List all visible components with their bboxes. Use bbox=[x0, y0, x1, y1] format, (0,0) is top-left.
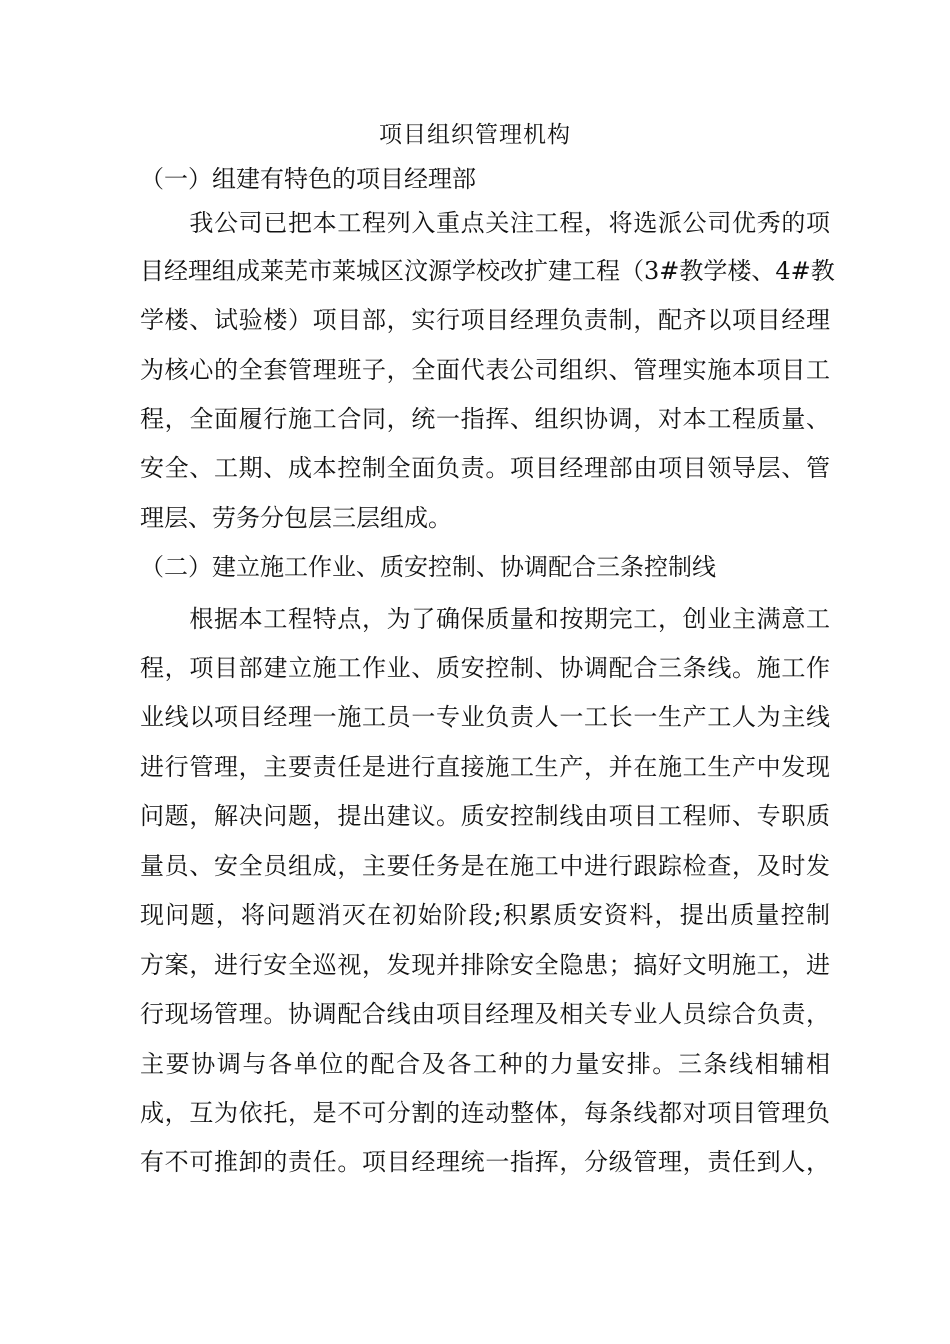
paragraph-line: 为核心的全套管理班子，全面代表公司组织、管理实施本项目工 bbox=[140, 356, 830, 384]
paragraph-line: 安全、工期、成本控制全面负责。项目经理部由项目领导层、管 bbox=[140, 454, 830, 482]
paragraph-line: 根据本工程特点，为了确保质量和按期完工，创业主满意工 bbox=[140, 605, 830, 633]
paragraph-line: 主要协调与各单位的配合及各工种的力量安排。三条线相辅相 bbox=[140, 1050, 830, 1078]
paragraph-line: 程，全面履行施工合同，统一指挥、组织协调，对本工程质量、 bbox=[140, 405, 830, 433]
page-title: 项目组织管理机构 bbox=[379, 122, 571, 148]
paragraph-line: 现问题，将问题消灭在初始阶段;积累质安资料，提出质量控制 bbox=[140, 901, 830, 929]
paragraph-line: 成，互为依托，是不可分割的连动整体，每条线都对项目管理负 bbox=[140, 1099, 830, 1127]
section-heading-1: （一）组建有特色的项目经理部 bbox=[140, 165, 476, 193]
paragraph-line: 目经理组成莱芜市莱城区汶源学校改扩建工程（3#教学楼、4#教 bbox=[140, 257, 835, 285]
paragraph-line: 方案，进行安全巡视，发现并排除安全隐患；搞好文明施工，进 bbox=[140, 951, 830, 979]
paragraph-line: 理层、劳务分包层三层组成。 bbox=[140, 504, 452, 532]
paragraph-line: 问题，解决问题，提出建议。质安控制线由项目工程师、专职质 bbox=[140, 802, 830, 830]
paragraph-line: 学楼、试验楼）项目部，实行项目经理负责制，配齐以项目经理 bbox=[140, 306, 830, 334]
section-heading-2: （二）建立施工作业、质安控制、协调配合三条控制线 bbox=[140, 553, 716, 581]
paragraph-line: 量员、安全员组成，主要任务是在施工中进行跟踪检查，及时发 bbox=[140, 852, 830, 880]
paragraph-line: 行现场管理。协调配合线由项目经理及相关专业人员综合负责， bbox=[140, 1000, 830, 1028]
paragraph-line: 我公司已把本工程列入重点关注工程，将选派公司优秀的项 bbox=[140, 209, 830, 237]
paragraph-line: 程，项目部建立施工作业、质安控制、协调配合三条线。施工作 bbox=[140, 654, 830, 682]
paragraph-line: 进行管理，主要责任是进行直接施工生产，并在施工生产中发现 bbox=[140, 753, 830, 781]
paragraph-line: 有不可推卸的责任。项目经理统一指挥，分级管理，责任到人， bbox=[140, 1148, 830, 1176]
paragraph-line: 业线以项目经理一施工员一专业负责人一工长一生产工人为主线 bbox=[140, 703, 830, 731]
